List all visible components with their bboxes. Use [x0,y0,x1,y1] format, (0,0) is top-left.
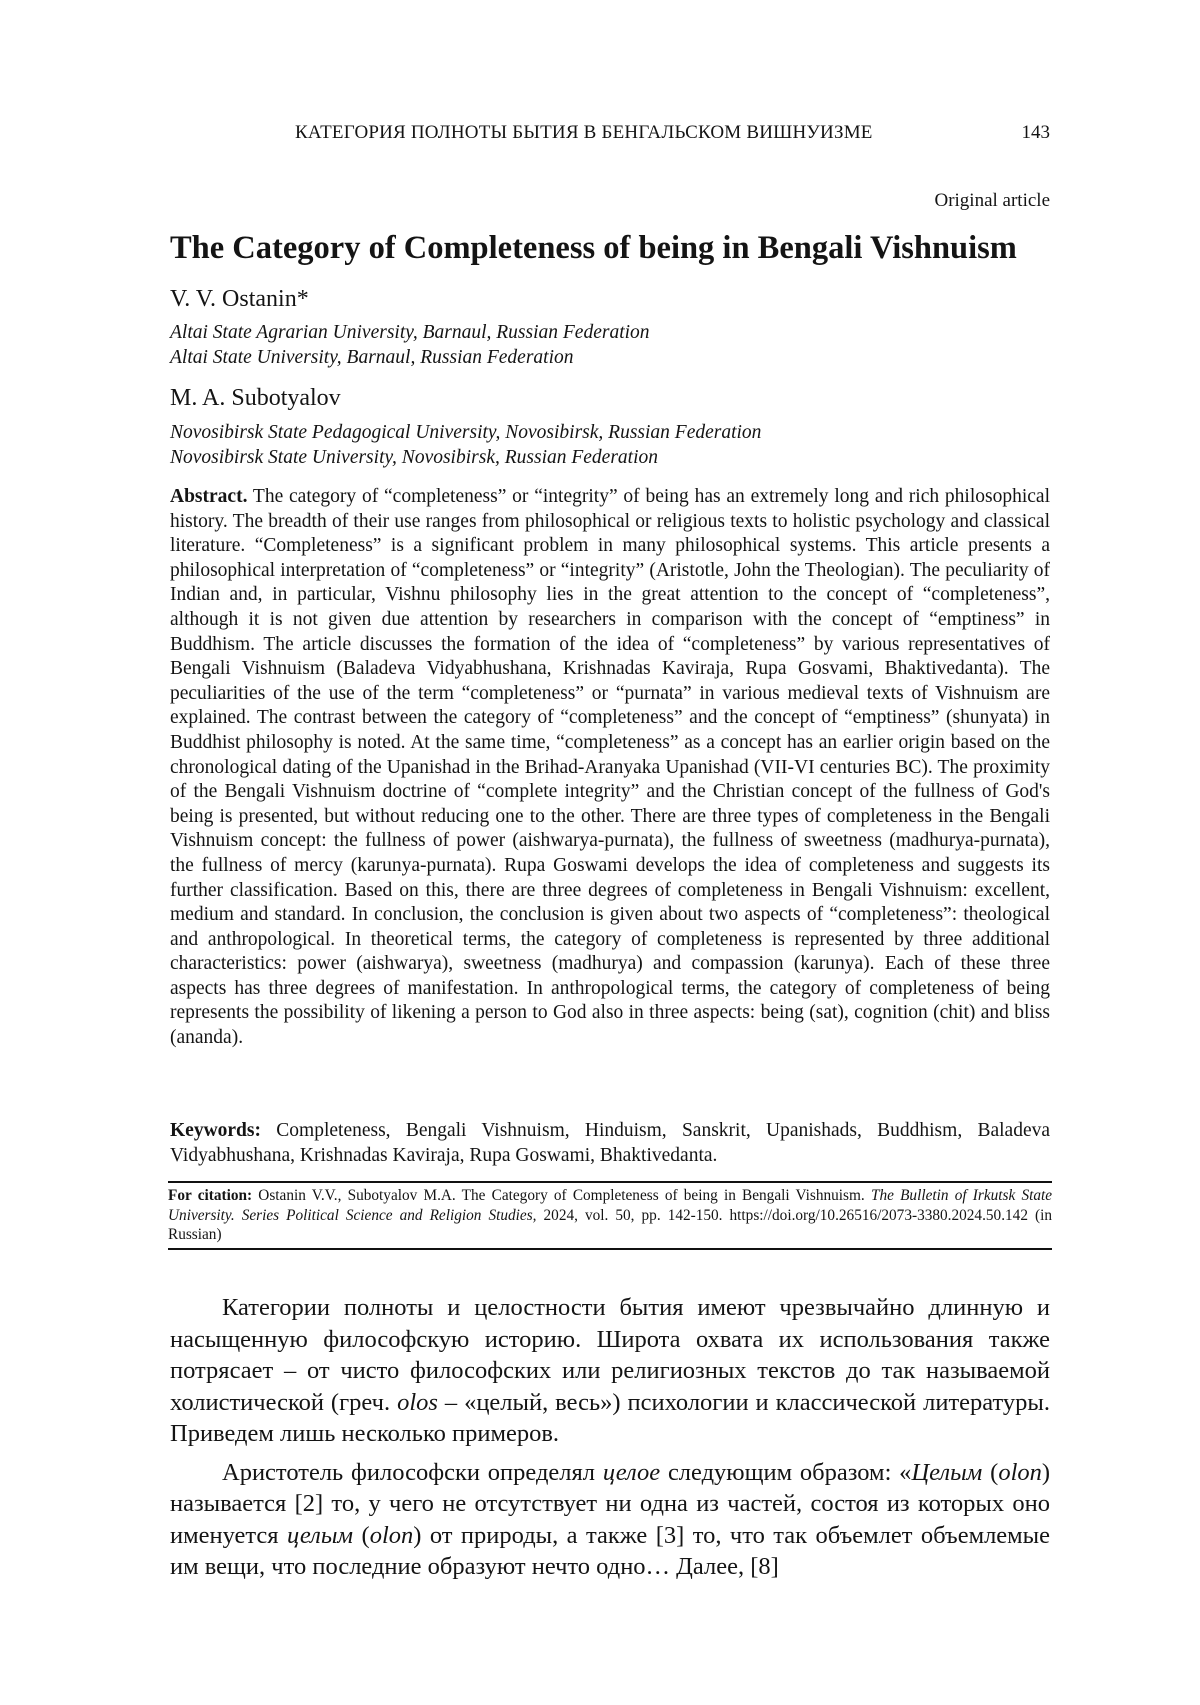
keywords-label: Keywords: [170,1120,261,1141]
body-p2-text-3: ) называется [2] то, у чего не отсутствует ни одна из частей, состоя из которых оно именуется [170,1458,1051,1549]
page-number: 143 [1021,122,1050,143]
citation-box [168,1181,1052,1250]
keywords [170,1118,1050,1168]
citation-label: For citation: [168,1187,253,1204]
body-p2-text-2: следующим образом: « [667,1458,912,1486]
citation-authors-title: Ostanin V.V., Subotyalov M.A. The Category of Completeness of being in Bengali Vishnuism. [258,1187,865,1204]
body-p1-text-2: – «целый, весь») психологии и классической литературы. Приведем лишь несколько примеров. [170,1388,1050,1447]
abstract-label: Abstract. [170,486,248,507]
body-p2-text-1: Аристотель философски определял [222,1458,596,1486]
body-p2-term-4: целым [287,1521,354,1549]
article-title: The Category of Completeness of being in Bengali Vishnuism [170,230,1017,266]
article-body [170,1292,1050,1590]
body-p2-term-3: olon [998,1458,1042,1486]
body-paragraph-1 [170,1292,1050,1450]
author-2-affiliation-1: Novosibirsk State Pedagogical University, Novosibirsk, Russian Federation [170,422,762,443]
keywords-text: Completeness, Bengali Vishnuism, Hinduism, Sanskrit, Upanishads, Buddhism, Baladeva Vidyabhushana, Krishnadas Kaviraja, Rupa Goswami, Bhaktivedanta. [170,1120,1051,1166]
author-1-affiliation-1: Altai State Agrarian University, Barnaul, Russian Federation [170,322,650,343]
body-p2-paren-2: ( [361,1521,370,1549]
abstract [170,485,1050,1051]
body-p2-term-2: Целым [911,1458,983,1486]
citation-text [168,1186,1052,1245]
body-p1-text-1: Категории полноты и целостности бытия имеют чрезвычайно длинную и насыщенную философскую историю. Широта охвата их использования также потрясает – от чисто философских или религиозных текстов до так называемой холистической (греч. [170,1294,1050,1416]
author-2-affiliation-2: Novosibirsk State University, Novosibirsk, Russian Federation [170,447,659,468]
body-p2-term-1: целое [602,1458,661,1486]
body-p2-paren-1: ( [990,1458,999,1486]
article-type-label: Original article [934,190,1050,211]
author-1-affiliation-2: Altai State University, Barnaul, Russian Federation [170,347,574,368]
author-name-1: V. V. Ostanin* [170,286,309,312]
author-name-2: M. A. Subotyalov [170,385,341,411]
running-head [170,122,1050,146]
abstract-text: The category of “completeness” or “integrity” of being has an extremely long and rich philosophical history. The breadth of their use ranges from philosophical or religious texts to holistic psychology and classical literature. “Completeness” is a significant problem in many philosophical systems. This article presents a philosophical interpretation of “completeness” or “integrity” (Aristotle, John the Theologian). The peculiarity of Indian and, in particular, Vishnu philosophy lies in the great attention to the concept of “completeness”, although it is not given due attention by researchers in comparison with the concept of “emptiness” in Buddhism. The article discusses the formation of the idea of “completeness” by various representatives of Bengali Vishnuism (Baladeva Vidyabhushana, Krishnadas Kaviraja, Rupa Gosvami, Bhaktivedanta). The peculiarities of the use of the term “completeness” or “purnata” in various medieval texts of Vishnuism are explained. The contrast between the category of “completeness” and the concept of “emptiness” (shunyata) in Buddhist philosophy is noted. At the same time, “completeness” as a concept has an earlier origin based on the chronological dating of the Upanishad in the Brihad-Aranyaka Upanishad (VII-VI centuries BC). The proximity of the Bengali Vishnuism doctrine of “complete integrity” and the Christian concept of the fullness of God's being is presented, but without reducing one to the other. There are three types of completeness in the Bengali Vishnuism concept: the fullness of power (aishwarya-purnata), the fullness of sweetness (madhurya-purnata), the fullness of mercy (karunya-purnata). Rupa Goswami develops the idea of completeness and suggests its further classification. Based on this, there are three degrees of completeness in Bengali Vishnuism: excellent, medium and standard. In conclusion, the conclusion is given about two aspects of “completeness”: theological and anthropological. In theoretical terms, the category of completeness is represented by three additional characteristics: power (aishwarya), sweetness (madhurya) and compassion (karunya). Each of these three aspects has three degrees of manifestation. In anthropological terms, the category of completeness of being represents the possibility of likening a person to God also in three aspects: being (sat), cognition (chit) and bliss (ananda). [170,486,1050,1049]
citation-details: 2024, vol. 50, pp. 142-150. https://doi.org/10.26516/2073-3380.2024.50.142 (in Russian) [168,1206,1053,1243]
body-paragraph-2 [170,1457,1050,1583]
body-p2-text-4: ) от природы, а также [3] то, что так объемлет объемлемые им вещи, что последние образуют нечто одно… Далее, [8] [170,1521,1051,1580]
citation-journal: The Bulletin of Irkutsk State University. Series Political Science and Religion Studies, [168,1187,1053,1224]
running-head-title: КАТЕГОРИЯ ПОЛНОТЫ БЫТИЯ В БЕНГАЛЬСКОМ ВИШНУИЗМЕ [295,122,873,143]
body-p1-greek-term: olos [397,1388,438,1416]
body-p2-term-5: olon [369,1521,414,1549]
